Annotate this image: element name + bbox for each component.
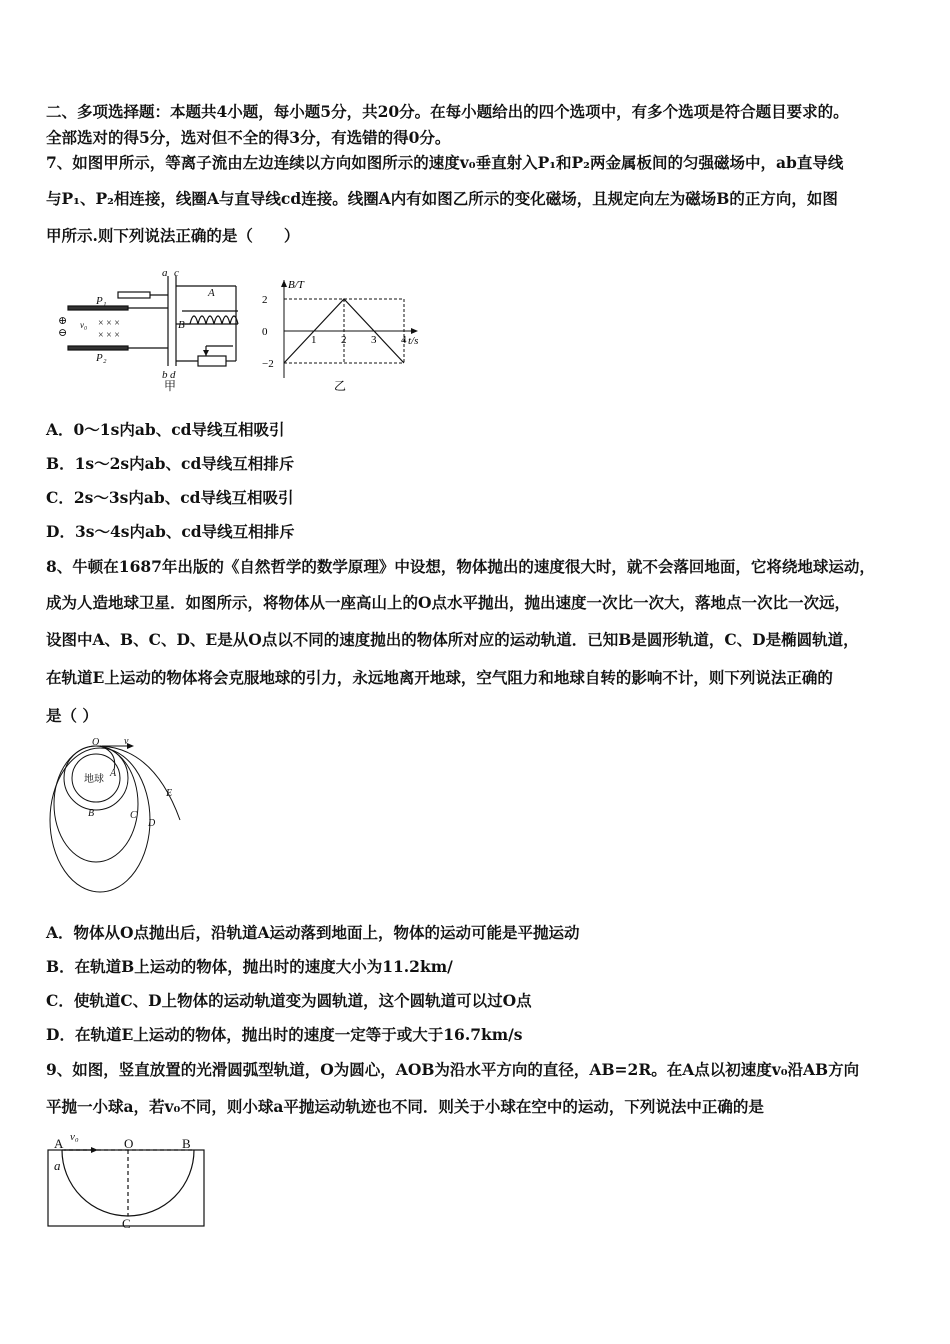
q7-option-a[interactable]: A．0～1s内ab、cd导线互相吸引 bbox=[46, 420, 285, 439]
point-o: O bbox=[92, 737, 100, 748]
section-header-line1: 二、多项选择题：本题共4小题，每小题5分，共20分。在每小题给出的四个选项中，有多个选项是符合题目要求的。 bbox=[46, 102, 849, 121]
q9-track-figure bbox=[44, 1128, 214, 1232]
label-plus: ⊕ bbox=[58, 315, 68, 327]
q7-option-d[interactable]: D．3s～4s内ab、cd导线互相排斥 bbox=[46, 522, 295, 541]
point-o: O bbox=[124, 1136, 134, 1151]
velocity-v: v bbox=[124, 736, 129, 747]
label-P2: P₂ bbox=[96, 352, 107, 364]
orbit-c bbox=[54, 746, 138, 862]
x-tick-label: 1 bbox=[311, 334, 317, 346]
label-orbit-a: A bbox=[110, 768, 117, 779]
label-orbit-b: B bbox=[88, 808, 95, 819]
track-frame bbox=[48, 1150, 204, 1226]
q8-stem-line2: 成为人造地球卫星．如图所示，将物体从一座高山上的O点水平抛出，抛出速度一次比一次大，落地点一次比一次远， bbox=[46, 593, 851, 612]
orbit-e bbox=[100, 746, 180, 820]
label-orbit-d: D bbox=[148, 818, 156, 829]
label-v0: v₀ bbox=[80, 320, 88, 330]
y-axis-label: B/T bbox=[288, 279, 304, 291]
label-d: d bbox=[170, 369, 176, 381]
q8-option-c[interactable]: C．使轨道C、D上物体的运动轨道变为圆轨道，这个圆轨道可以过O点 bbox=[46, 991, 532, 1010]
label-orbit-e: E bbox=[166, 788, 173, 799]
q7-stem-line2: 与P₁、P₂相连接，线圈A与直导线cd连接。线圈A内有如图乙所示的变化磁场，且规定向左为磁场B的正方向，如图 bbox=[46, 189, 838, 208]
section-header-line2: 全部选对的得5分，选对但不全的得3分，有选错的得0分。 bbox=[46, 128, 451, 147]
q9-stem-line1: 9、如图，竖直放置的光滑圆弧型轨道，O为圆心，AOB为沿水平方向的直径，AB=2R。在A点以初速度v₀沿AB方向 bbox=[46, 1060, 860, 1079]
label-c: c bbox=[174, 267, 179, 279]
earth-label: 地球 bbox=[84, 774, 104, 785]
cross-row-2: × × × bbox=[98, 330, 120, 341]
label-B: B bbox=[178, 319, 185, 331]
point-c: C bbox=[122, 1216, 131, 1231]
q8-stem-line5: 是（ ） bbox=[46, 706, 98, 725]
initial-velocity-v0: v₀ bbox=[70, 1131, 79, 1143]
q9-stem-line2: 平抛一小球a，若v₀不同，则小球a平抛运动轨迹也不同．则关于小球在空中的运动，下列说法中正确的是 bbox=[46, 1097, 764, 1116]
caption-jia: 甲 bbox=[164, 379, 177, 393]
q8-orbit-figure bbox=[44, 736, 184, 894]
q8-option-b[interactable]: B．在轨道B上运动的物体，抛出时的速度大小为11.2km/ bbox=[46, 957, 453, 976]
plate-p2 bbox=[68, 346, 128, 350]
q8-stem-line4: 在轨道E上运动的物体将会克服地球的引力，永远地离开地球，空气阻力和地球自转的影响不计，则下列说法正确的 bbox=[46, 668, 833, 687]
y-tick-label: −2 bbox=[262, 358, 274, 370]
x-tick-label: 3 bbox=[371, 334, 377, 346]
q7-stem-line1: 7、如图甲所示，等离子流由左边连续以方向如图所示的速度v₀垂直射入P₁和P₂两金属板间的匀强磁场中，ab直导线 bbox=[46, 153, 844, 172]
label-a: a bbox=[162, 267, 168, 279]
label-minus: ⊖ bbox=[58, 327, 68, 339]
q7-figure-yi-chart bbox=[258, 278, 438, 396]
q7-stem-line3: 甲所示.则下列说法正确的是（ ） bbox=[46, 226, 300, 245]
label-P1: P₁ bbox=[96, 295, 107, 307]
x-axis-label: t/s bbox=[408, 335, 419, 347]
caption-yi: 乙 bbox=[334, 379, 347, 393]
q8-stem-line1: 8、牛顿在1687年出版的《自然哲学的数学原理》中设想，物体抛出的速度很大时，就不会落回地面，它将绕地球运动， bbox=[46, 557, 875, 576]
y-tick-label: 2 bbox=[262, 294, 268, 306]
point-b: B bbox=[182, 1136, 191, 1151]
q7-option-b[interactable]: B．1s～2s内ab、cd导线互相排斥 bbox=[46, 454, 295, 473]
x-tick-label: 2 bbox=[341, 334, 347, 346]
q7-option-c[interactable]: C．2s～3s内ab、cd导线互相吸引 bbox=[46, 488, 294, 507]
label-b: b bbox=[162, 369, 168, 381]
cross-row-1: × × × bbox=[98, 318, 120, 329]
x-tick-label: 4 bbox=[401, 334, 407, 346]
point-a: A bbox=[54, 1136, 64, 1151]
label-A: A bbox=[208, 287, 215, 299]
y-tick-label: 0 bbox=[262, 326, 268, 338]
label-orbit-c: C bbox=[130, 810, 137, 821]
q7-figure-jia bbox=[58, 266, 258, 396]
ball-a: a bbox=[54, 1158, 61, 1173]
q8-option-a[interactable]: A．物体从O点抛出后，沿轨道A运动落到地面上，物体的运动可能是平抛运动 bbox=[46, 923, 580, 942]
q8-option-d[interactable]: D．在轨道E上运动的物体，抛出时的速度一定等于或大于16.7km/s bbox=[46, 1025, 523, 1044]
q8-stem-line3: 设图中A、B、C、D、E是从O点以不同的速度抛出的物体所对应的运动轨道．已知B是圆形轨道，C、D是椭圆轨道， bbox=[46, 630, 859, 649]
